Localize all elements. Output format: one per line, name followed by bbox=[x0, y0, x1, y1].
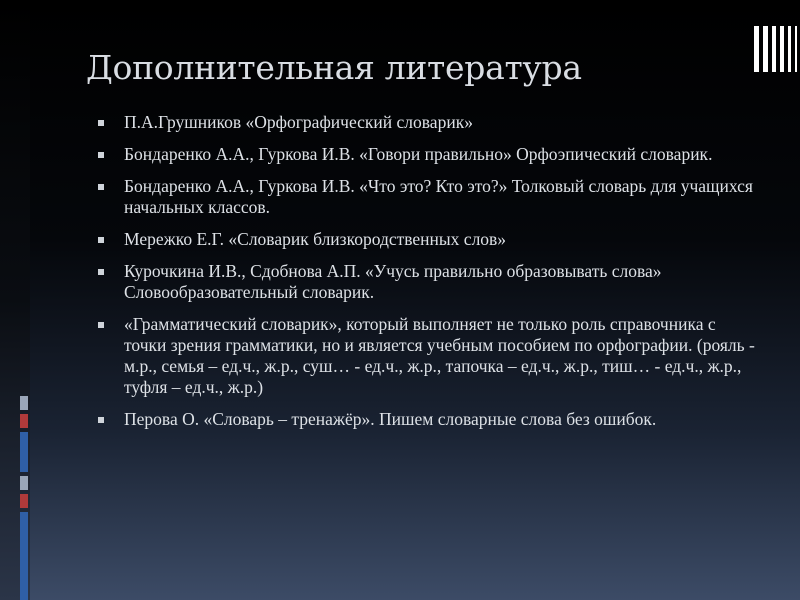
bullet-icon bbox=[98, 120, 104, 126]
list-item-text: П.А.Грушников «Орфографический словарик» bbox=[124, 112, 473, 132]
slide-title: Дополнительная литература bbox=[86, 48, 582, 87]
list-item bbox=[96, 261, 756, 303]
accent-bar-gray-2 bbox=[20, 476, 28, 490]
list-item-text: Перова О. «Словарь – тренажёр». Пишем словарные слова без ошибок. bbox=[124, 409, 657, 429]
bullet-icon bbox=[98, 237, 104, 243]
list-item bbox=[96, 112, 756, 133]
bullet-icon bbox=[98, 417, 104, 423]
accent-bar-red-2 bbox=[20, 494, 28, 508]
list-item bbox=[96, 229, 756, 250]
list-item-text: Бондаренко А.А., Гуркова И.В. «Говори правильно» Орфоэпический словарик. bbox=[124, 144, 713, 164]
accent-bar-blue bbox=[20, 432, 28, 472]
list-item-text: Курочкина И.В., Сдобнова А.П. «Учусь правильно образовывать слова» Словообразовательный словарик. bbox=[124, 261, 662, 302]
list-item-text: «Грамматический словарик», который выполняет не только роль справочника с точки зрения грамматики, но и является учебным пособием по орфографии. (рояль - м.р., семья – ед.ч., ж.р., суш… - ед.ч., ж.р., тапочка – ед.ч., ж.р., тиш… - ед.ч., ж.р., туфля – ед.ч., ж.р.) bbox=[124, 314, 755, 397]
list-item bbox=[96, 176, 756, 218]
bullet-icon bbox=[98, 184, 104, 190]
accent-bar-blue-2 bbox=[20, 512, 28, 600]
list-item bbox=[96, 409, 756, 430]
accent-bar-red bbox=[20, 414, 28, 428]
list-item-text: Мережко Е.Г. «Словарик близкородственных слов» bbox=[124, 229, 507, 249]
bullet-icon bbox=[98, 152, 104, 158]
corner-stripes-decoration bbox=[754, 26, 800, 72]
bullet-icon bbox=[98, 269, 104, 275]
accent-bar-gray bbox=[20, 396, 28, 410]
list-item bbox=[96, 144, 756, 165]
bullet-icon bbox=[98, 322, 104, 328]
literature-list bbox=[96, 112, 756, 441]
list-item bbox=[96, 314, 756, 398]
accent-bars bbox=[20, 396, 28, 600]
list-item-text: Бондаренко А.А., Гуркова И.В. «Что это? Кто это?» Толковый словарь для учащихся начальных классов. bbox=[124, 176, 753, 217]
